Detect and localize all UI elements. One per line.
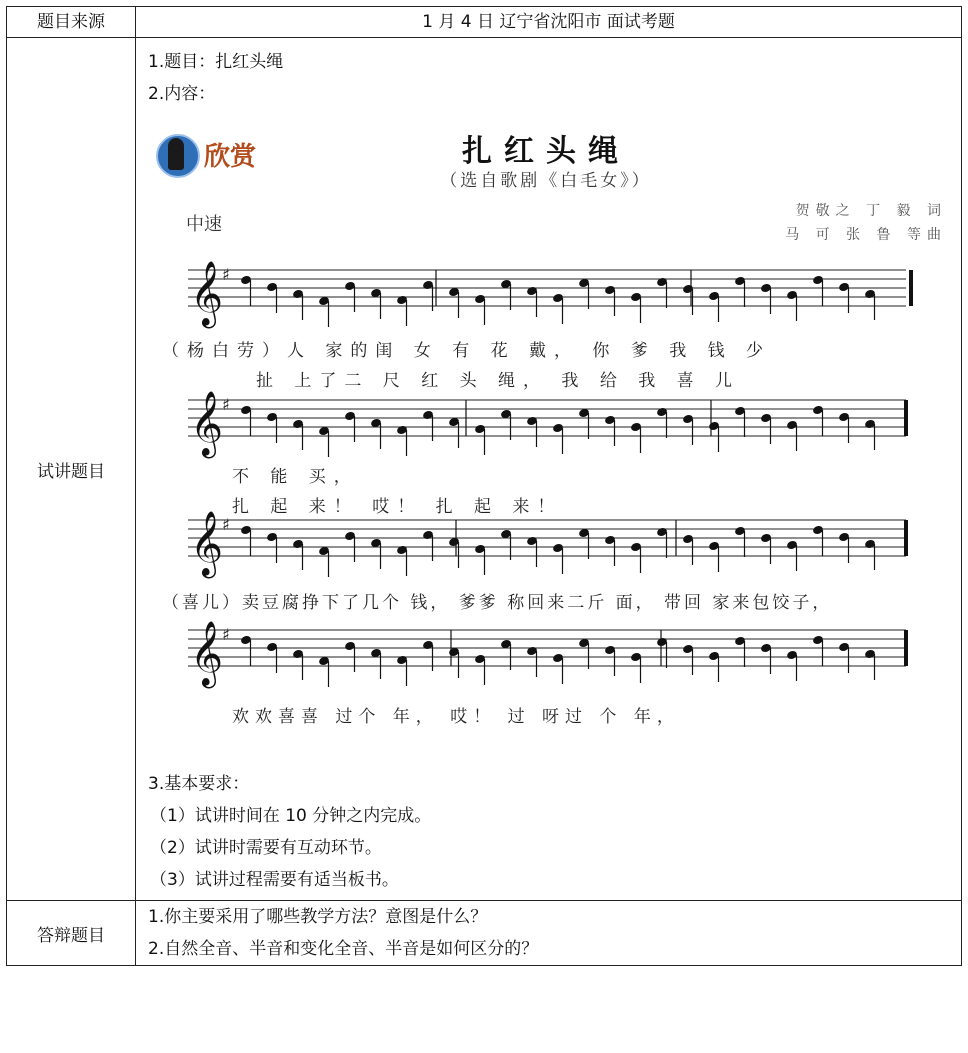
- defense-content: [136, 901, 962, 966]
- composer-credit: 马 可 张 鲁 等曲: [785, 227, 947, 243]
- music-staves: [136, 110, 956, 768]
- requirements-title: 3.基本要求：: [148, 774, 250, 794]
- key-sharp-icon: ♯: [222, 265, 230, 284]
- badge-text: 欣赏: [204, 142, 257, 172]
- treble-clef-icon: 𝄞: [190, 261, 224, 326]
- exam-sheet: [6, 6, 962, 966]
- treble-clef-icon: 𝄞: [190, 621, 224, 686]
- source-value: 1 月 4 日 辽宁省沈阳市 面试考题: [136, 7, 962, 38]
- key-sharp-icon: ♯: [222, 515, 230, 534]
- lyric-line-4: 扎 起 来！ 哎！ 扎 起 来！: [232, 497, 563, 517]
- treble-clef-icon: 𝄞: [190, 391, 224, 456]
- requirement-item-1: （1）试讲时间在 10 分钟之内完成。: [150, 806, 432, 826]
- defense-row: [7, 901, 962, 966]
- song-title: 扎红头绳: [462, 134, 630, 169]
- lyric-line-5: （喜儿）卖豆腐挣下了几个 钱， 爹爹 称回来二斤 面， 带回 家来包饺子，: [162, 593, 833, 613]
- trial-content: [136, 38, 962, 901]
- lyricist-credit: 贺敬之 丁 毅 词: [795, 203, 947, 219]
- sheet-music: [136, 110, 961, 768]
- treble-clef-icon: 𝄞: [190, 511, 224, 576]
- tempo-marking: 中速: [186, 214, 222, 235]
- lyric-line-3: 不 能 买，: [232, 467, 359, 487]
- requirement-item-3: （3）试讲过程需要有适当板书。: [150, 870, 399, 890]
- key-sharp-icon: ♯: [222, 395, 230, 414]
- defense-question-1: 1.你主要采用了哪些教学方法？意图是什么？: [148, 907, 488, 927]
- content-label: 2.内容：: [148, 84, 216, 104]
- trial-row: [7, 38, 962, 901]
- song-subtitle: （选自歌剧《白毛女》）: [440, 171, 652, 191]
- lyric-line-6: 欢欢喜喜 过个 年， 哎！ 过 呀过 个 年，: [232, 707, 680, 727]
- trial-label: 试讲题目: [7, 38, 136, 901]
- topic-line: 1.题目：扎红头绳: [148, 52, 284, 72]
- lyric-line-1: （杨白劳）人 家的闺 女 有 花 戴， 你 爹 我 钱 少: [162, 341, 772, 361]
- source-label: 题目来源: [7, 7, 136, 38]
- requirement-item-2: （2）试讲时需要有互动环节。: [150, 838, 382, 858]
- header-row: [7, 7, 962, 38]
- defense-label: 答辩题目: [7, 901, 136, 966]
- key-sharp-icon: ♯: [222, 625, 230, 644]
- defense-question-2: 2.自然全音、半音和变化全音、半音是如何区分的？: [148, 939, 539, 959]
- lyric-line-2: 扯 上了二 尺 红 头 绳， 我 给 我 喜 儿: [256, 371, 741, 391]
